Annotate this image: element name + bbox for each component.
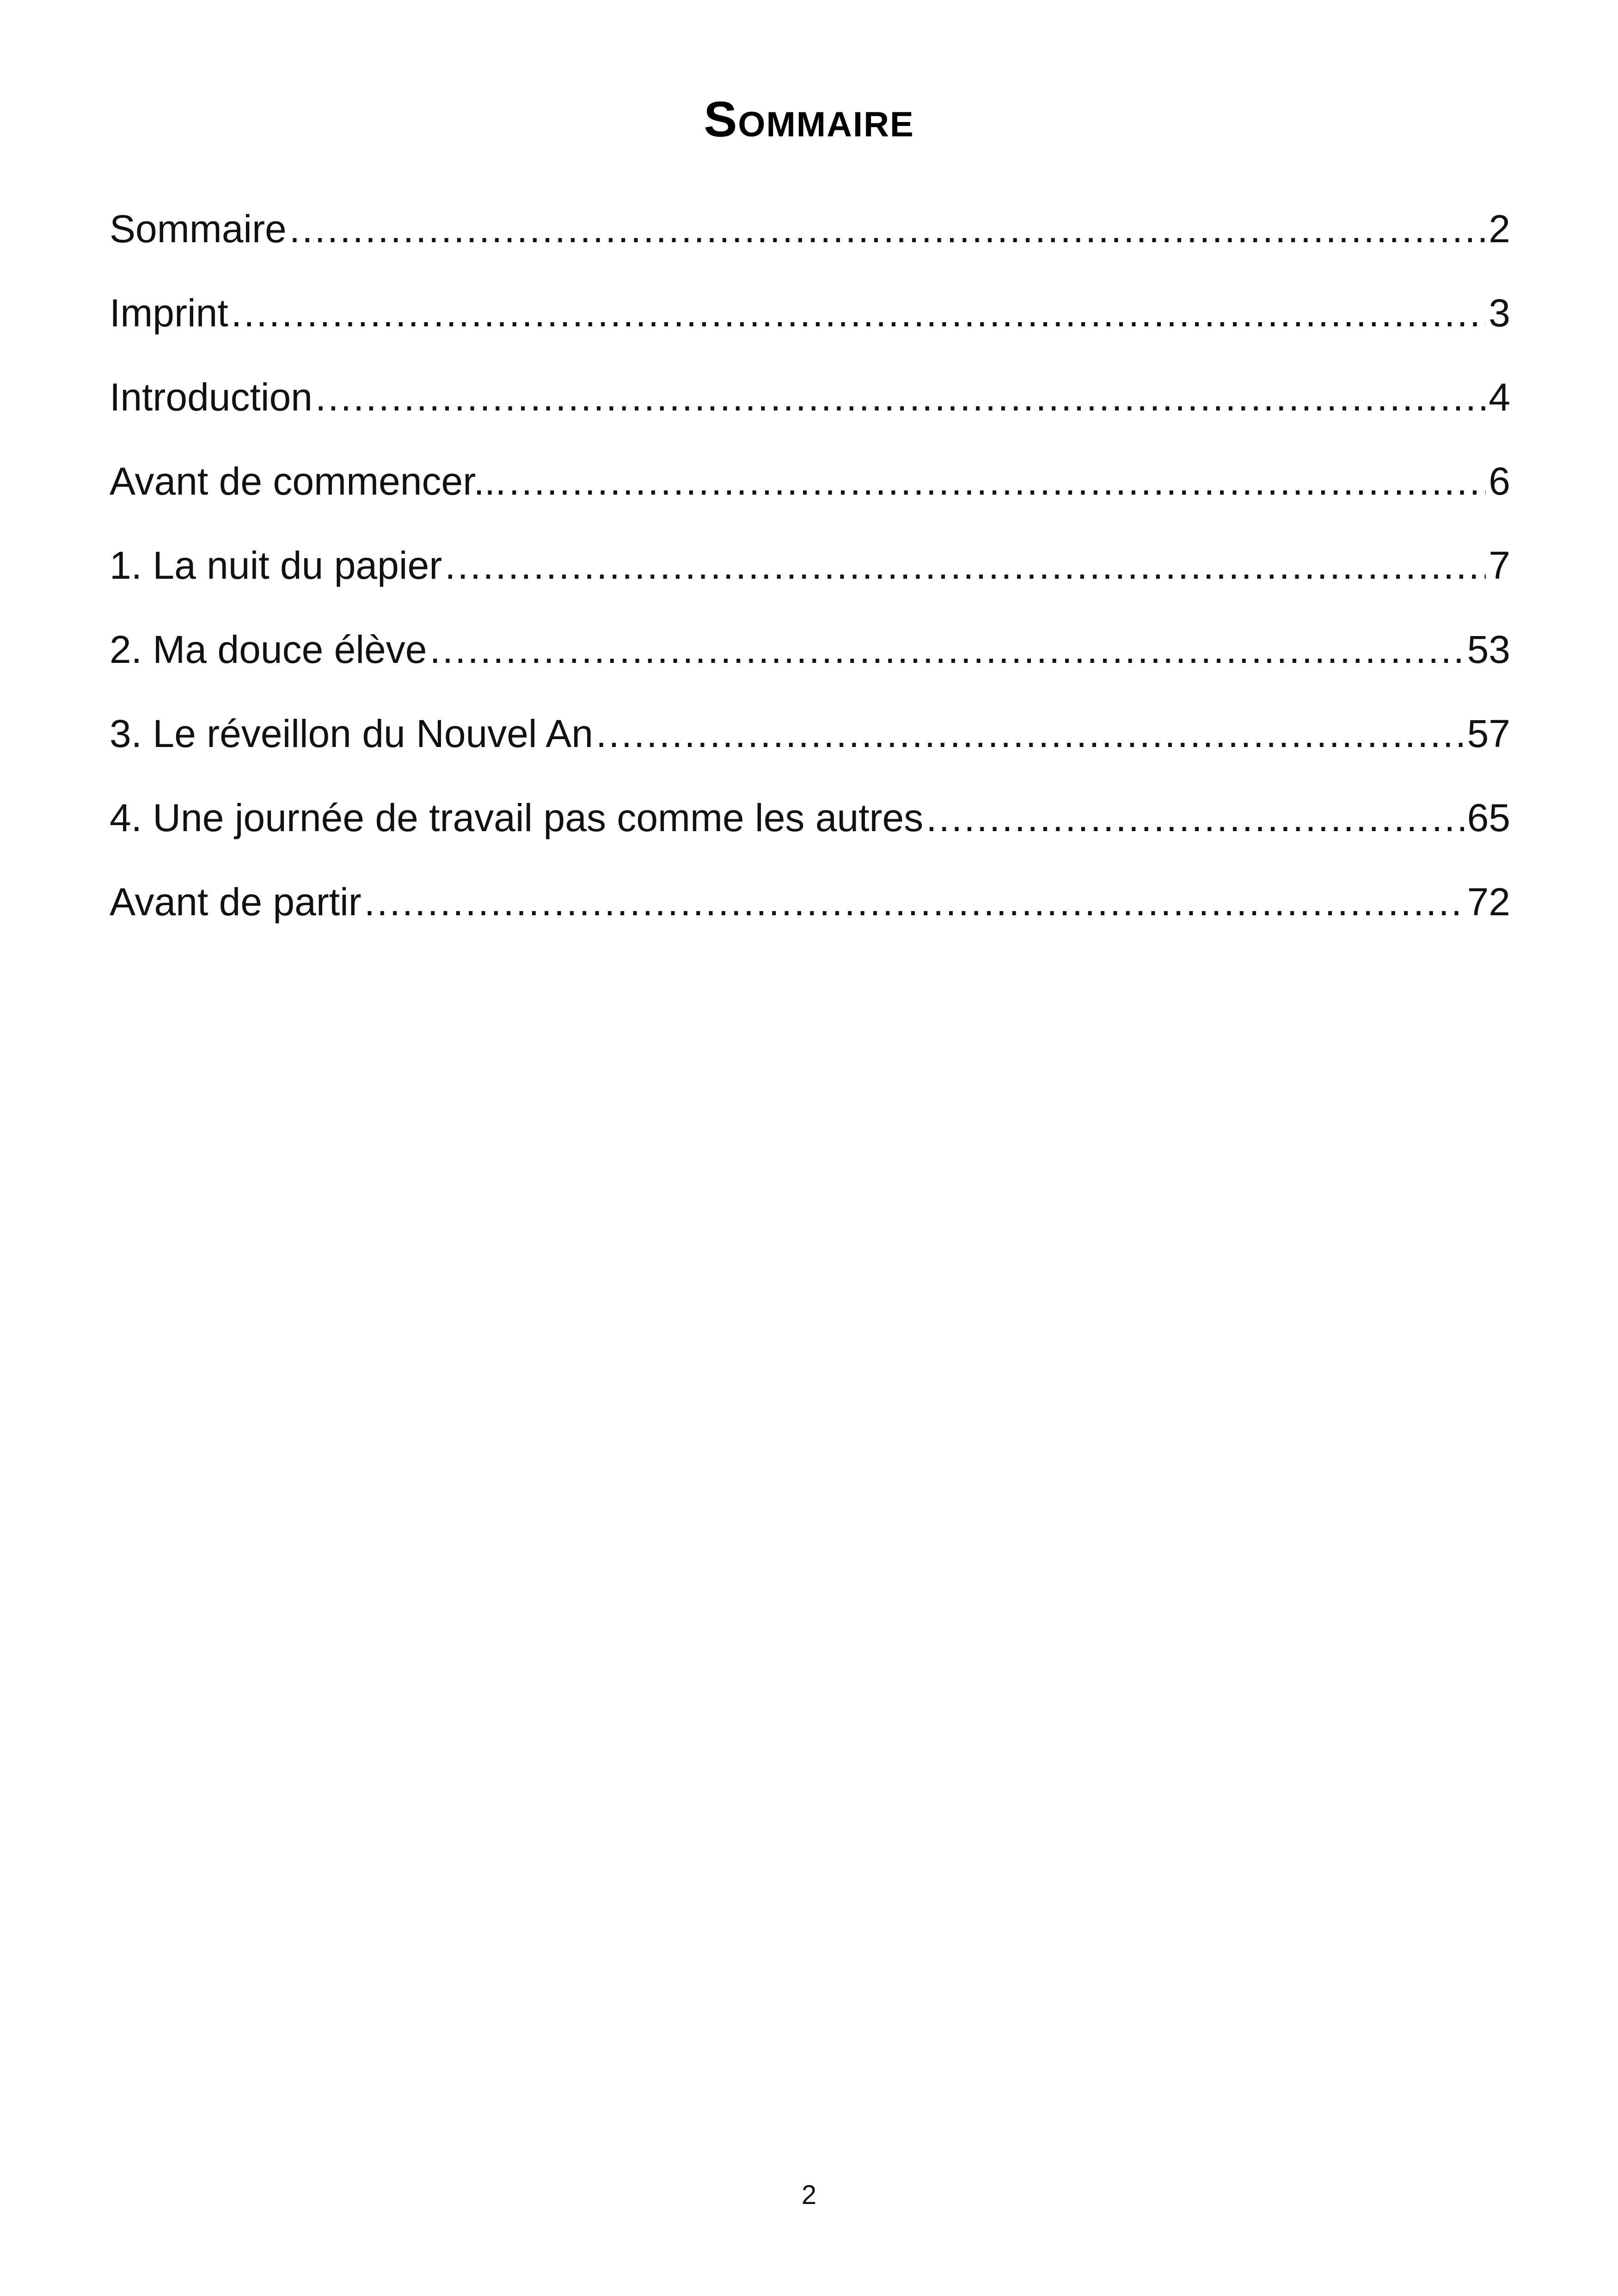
dot-leader bbox=[315, 367, 1486, 427]
toc-entry-label: 4. Une journée de travail pas comme les autres bbox=[110, 796, 924, 839]
toc-entry-page: 3 bbox=[1489, 291, 1510, 335]
toc-entry-page: 6 bbox=[1489, 459, 1510, 503]
toc-entry-page: 65 bbox=[1467, 796, 1510, 839]
toc-entry-chapter-3[interactable] bbox=[110, 704, 1510, 788]
dot-leader bbox=[289, 199, 1486, 259]
toc-entry-chapter-2[interactable] bbox=[110, 619, 1510, 704]
page-number: 2 bbox=[801, 2180, 817, 2210]
toc-entry-avant-de-commencer[interactable] bbox=[110, 451, 1510, 535]
toc-entry-page: 2 bbox=[1489, 207, 1510, 251]
dot-leader bbox=[596, 704, 1465, 764]
toc-entry-introduction[interactable] bbox=[110, 367, 1510, 451]
dot-leader bbox=[926, 788, 1464, 848]
toc-entry-label: Avant de partir bbox=[110, 880, 362, 924]
dot-leader bbox=[445, 535, 1486, 595]
dot-leader bbox=[364, 872, 1465, 932]
page-title: Sommaire bbox=[704, 91, 914, 147]
toc-entry-chapter-1[interactable] bbox=[110, 535, 1510, 619]
toc-entry-imprint[interactable] bbox=[110, 283, 1510, 367]
toc-entry-avant-de-partir[interactable] bbox=[110, 872, 1510, 956]
toc-entry-label: Avant de commencer... bbox=[110, 459, 506, 503]
dot-leader bbox=[231, 283, 1486, 343]
toc-entry-label: Imprint bbox=[110, 291, 228, 335]
dot-leader bbox=[429, 619, 1464, 680]
toc-entry-label: 3. Le réveillon du Nouvel An bbox=[110, 712, 594, 755]
toc-entry-page: 53 bbox=[1467, 628, 1510, 671]
toc-entry-label: 2. Ma douce élève bbox=[110, 628, 427, 671]
toc-entry-page: 7 bbox=[1489, 544, 1510, 587]
dot-leader bbox=[509, 451, 1486, 511]
toc-entry-page: 72 bbox=[1467, 880, 1510, 924]
toc-entry-label: 1. La nuit du papier bbox=[110, 544, 442, 587]
toc-entry-chapter-4[interactable] bbox=[110, 788, 1510, 872]
toc-entry-page: 57 bbox=[1467, 712, 1510, 755]
toc-entry-label: Sommaire bbox=[110, 207, 287, 251]
table-of-contents bbox=[110, 199, 1510, 956]
toc-entry-label: Introduction bbox=[110, 375, 313, 419]
toc-entry-sommaire[interactable] bbox=[110, 199, 1510, 283]
toc-entry-page: 4 bbox=[1489, 375, 1510, 419]
